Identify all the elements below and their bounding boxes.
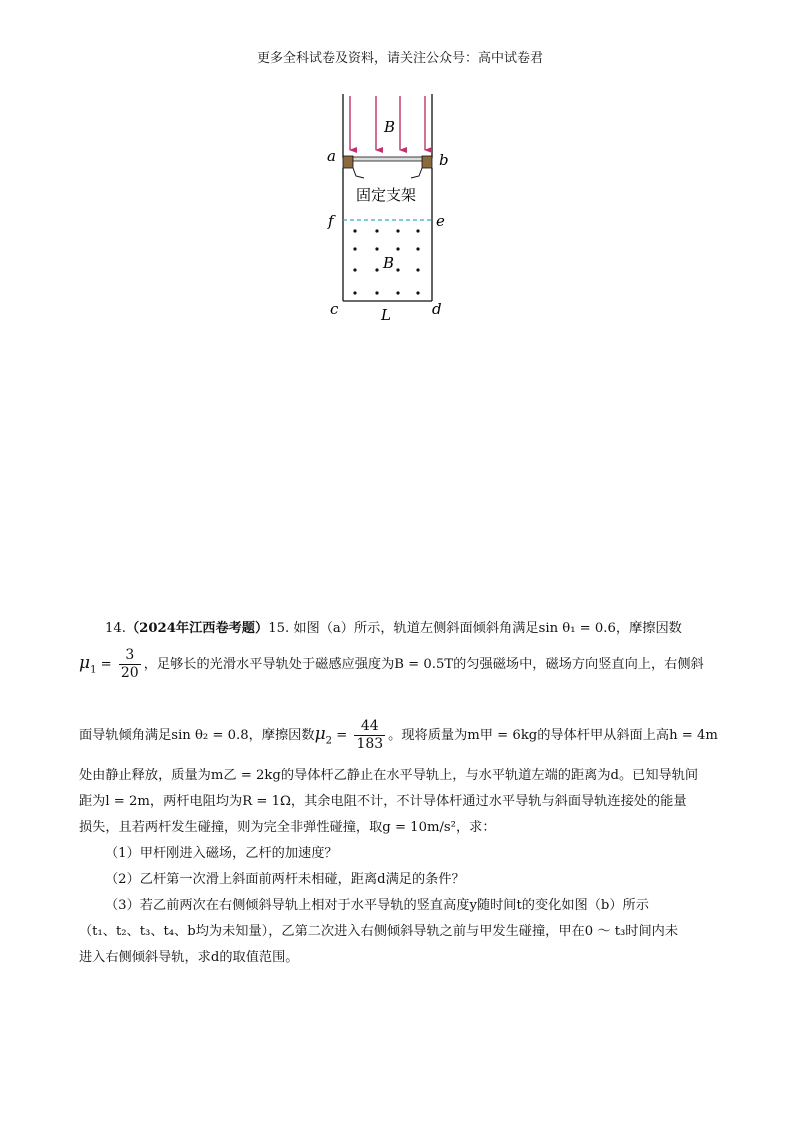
problem-line-3: 面导轨倾角满足sin θ₂ = 0.8，摩擦因数$\mu_2$ = $\frac{44}{183}$ 。现将质量为m甲 = 6kg的导体杆甲从斜面上高h = 4m [79,718,718,753]
question-1: （1）甲杆刚进入磁场，乙杆的加速度？ [105,845,338,861]
problem-line-6: 损失，且若两杆发生碰撞，则为完全非弹性碰撞，取g = 10m/s²，求： [79,819,496,835]
mu1-symbol: $\mu_1$ [79,653,97,676]
problem-line-1 [79,616,719,642]
label-f: f [328,212,334,230]
support-block-right [422,156,432,168]
support-block-left [343,156,353,168]
page-header: 更多全科试卷及资料，请关注公众号：高中试卷君 [256,51,543,66]
label-L: L [381,306,391,324]
problem-source: （2024年江西卷考题） [125,621,269,636]
problem-line-5: 距为l = 2m，两杆电阻均为R = 1Ω，其余电阻不计，不计导体杆通过水平导轨与斜面导轨连接处的能量 [79,793,687,809]
question-3-line-1: （3）若乙前两次在右侧倾斜导轨上相对于水平导轨的竖直高度y随时间t的变化如图（b）所示 [105,897,649,913]
field-label-top: B [384,118,396,136]
mu2-symbol: $\mu_2$ [314,724,332,747]
label-d: d [432,300,442,318]
label-a: a [327,147,336,165]
problem-14 [79,616,719,971]
conductor-rod-ab [353,157,422,161]
field-label-bottom: B [383,254,395,272]
problem-text-3b: 。现将质量为m甲 = 6kg的导体杆甲从斜面上高h = 4m [388,728,718,744]
problem-line-2: $\mu_1$ = $\frac{3}{20}$ ，足够长的光滑水平导轨处于磁感应强度为B = 0.5T的匀强磁场中，磁场方向竖直向上，右侧斜 [79,647,704,681]
rail-diagram [320,92,460,328]
mu2-fraction: $\frac{44}{183}$ [356,718,384,753]
problem-text-3a: 面导轨倾角满足sin θ₂ = 0.8，摩擦因数 [79,728,315,744]
physics-figure [320,92,460,328]
question-2: （2）乙杆第一次滑上斜面前两杆未相碰，距离d满足的条件？ [105,871,465,887]
support-leg-right [411,168,422,178]
label-c: c [330,300,339,318]
support-label: 固定支架 [356,186,417,204]
problem-text-1: 15. 如图（a）所示，轨道左侧斜面倾斜角满足sin θ₁ = 0.6，摩擦因数 [268,621,682,636]
problem-text-2: ，足够长的光滑水平导轨处于磁感应强度为B = 0.5T的匀强磁场中，磁场方向竖直向上，右侧斜 [143,657,704,672]
problem-number: 14. [105,621,126,636]
support-leg-left [353,168,364,178]
mu1-fraction: $\frac{3}{20}$ [120,647,139,681]
problem-line-4: 处由静止释放，质量为m乙 = 2kg的导体杆乙静止在水平导轨上，与水平轨道左端的距离为d。已知导轨间 [79,767,699,783]
label-b: b [439,151,449,169]
question-3-line-3: 进入右侧倾斜导轨，求d的取值范围。 [79,949,299,965]
label-e: e [436,212,445,230]
question-3-line-2: （t₁、t₂、t₃、t₄、b均为未知量），乙第二次进入右侧倾斜导轨之前与甲发生碰撞，甲在0 ～ t₃时间内未 [79,923,679,939]
